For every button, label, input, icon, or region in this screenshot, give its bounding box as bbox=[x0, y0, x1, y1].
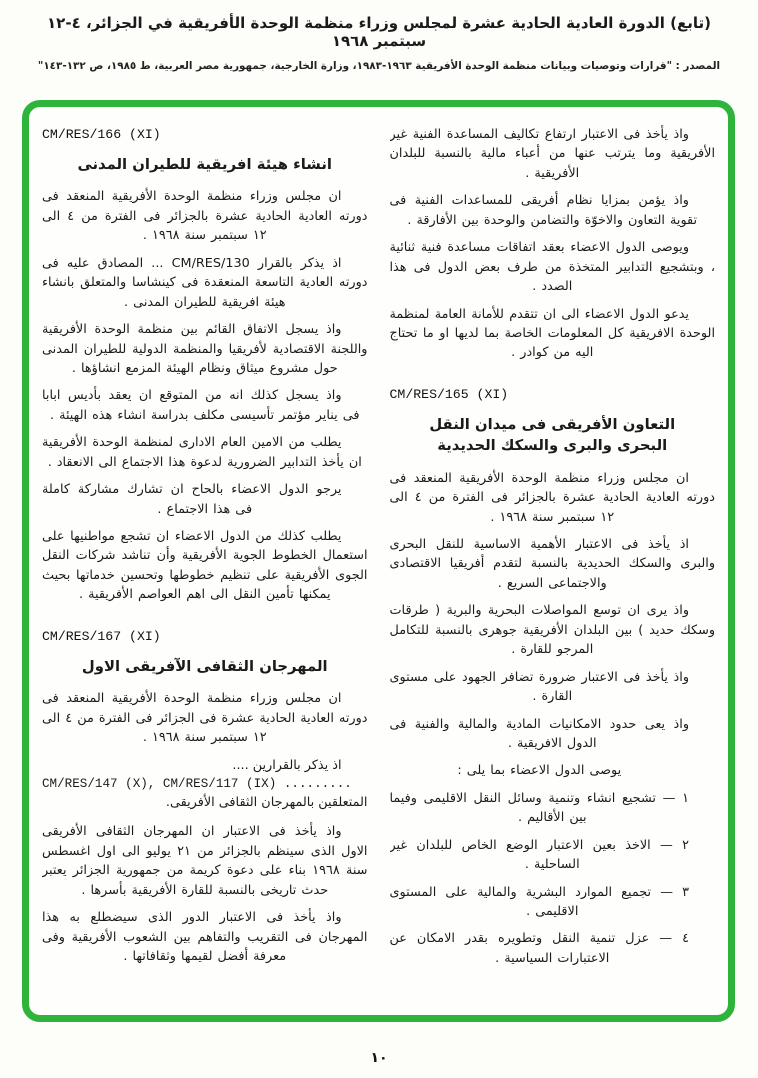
paragraph: واذ يسجل الاتفاق القائم بين منظمة الوحدة الأفريقية واللجنة الاقتصادية لأفريقيا والمنظمة الدولية للطيران المدنى حول مشروع ميثاق ونظام الهيئة المزمع انشاؤها . bbox=[42, 322, 368, 376]
resolution-167-title: المهرجان الثقافى الآفريقى الاول bbox=[81, 657, 328, 675]
resolution-165-title-line1: التعاون الأفريقى فى ميدان النقل bbox=[429, 415, 676, 433]
paragraph: واذ يرى ان توسع المواصلات البحرية والبرية ( طرقات وسكك حديد ) بين البلدان الأفريقية جوهرى بالنسبة للتكامل المرجو للقارة . bbox=[389, 603, 715, 658]
paragraph: يوصى الدول الاعضاء بما يلى : bbox=[457, 763, 622, 779]
header-source-citation: المصدر : "قرارات وتوصيات وبيانات منظمة الوحدة الأفريقية ١٩٦٣-١٩٨٣، وزارة الخارجية، جمهورية مصر العربية، ط ١٩٨٥، ص ١٣٢-١٤٣" bbox=[37, 60, 721, 72]
list-item: ٢ — الاخذ بعين الاعتبار الوضع الخاص للبلدان غير الساحلية . bbox=[389, 837, 689, 873]
paragraph: واذ يأخذ فى الاعتبار الدور الذى سيضطلع به هذا المهرجان فى التقريب والتفاهم بين الشعوب الأفريقية وفى معرفة أفضل لقيمها وثقافاتها . bbox=[42, 910, 368, 965]
resolution-number-165: CM/RES/165 (XI) bbox=[389, 386, 509, 402]
resolution-number-166: CM/RES/166 (XI) bbox=[42, 127, 161, 142]
paragraph: واذ يؤمن بمزايا نظام أفريقى للمساعدات الفنية فى تقوية التعاون والاخوّة والتضامن والوحدة بين الأفارقة . bbox=[389, 193, 698, 228]
column-left bbox=[42, 125, 368, 1005]
paragraph: ان مجلس وزراء منظمة الوحدة الأفريقية المنعقد فى دورته العادية الحادية عشرة بالجزائر فى الفترة من ٤ الى ١٢ سبتمبر سنة ١٩٦٨ . bbox=[42, 189, 368, 244]
header-session-title: (تابع) الدورة العادية الحادية عشرة لمجلس وزراء منظمة الوحدة الأفريقية في الجزائر، ٤-١٢ سبتمبر ١٩٦٨ bbox=[47, 14, 711, 50]
resolution-165-title-line2: البحرى والبرى والسكك الحديدية bbox=[437, 437, 668, 455]
quote-reference-end: المتعلقين بالمهرجان الثقافى الأفريقى. bbox=[165, 794, 368, 810]
resolution-166-title: انشاء هيئة افريقية للطيران المدنى bbox=[77, 156, 332, 173]
paragraph: واذ يأخذ فى الاعتبار ارتفاع تكاليف المساعدة الفنية غير الأفريقية وما يترتب عنها من أعباء مالية بالنسبة للبلدان الأفريقية . bbox=[389, 127, 715, 181]
paragraph: ويوصى الدول الاعضاء بعقد اتفاقات مساعدة فنية ثنائية ، وبتشجيع التدابير المتخذة من طرف بعض الدول فى هذا الصدد . bbox=[389, 240, 715, 295]
paragraph: اذ يذكر بالقرار CM/RES/130 ... المصادق عليه فى دورته العادية التاسعة المنعقدة فى كينشاسا والمتعلق بانشاء هيئة افريقية للطيران المدنى . bbox=[42, 255, 368, 310]
list-item: ٤ — عزل تنمية النقل وتطويره بقدر الامكان عن الاعتبارات السياسية . bbox=[389, 931, 689, 966]
column-right bbox=[390, 125, 716, 1005]
paragraph: ان مجلس وزراء منظمة الوحدة الأفريقية المنعقد فى دورته العادية الحادية عشرة فى الجزائر فى الفترة من ٤ الى ١٢ سبتمبر سنة ١٩٦٨ . bbox=[42, 691, 368, 746]
list-item: ٣ — تجميع الموارد البشرية والمالية على المستوى الاقليمى . bbox=[389, 884, 689, 920]
page-number: ١٠ bbox=[370, 1050, 388, 1066]
list-item: ١ — تشجيع انشاء وتنمية وسائل النقل الاقليمى وفيما بين الأقاليم . bbox=[389, 790, 689, 826]
paragraph: واذ يسجل كذلك انه من المتوقع ان يعقد بأديس ابابا فى يناير مؤتمر تأسيسى مكلف بدراسة انشاء هذه الهيئة . bbox=[42, 388, 360, 423]
paragraph: اذ يأخذ فى الاعتبار الأهمية الاساسية للنقل البحرى والبرى والسكك الحديدية بالنسبة لتقدم أفريقيا الاقتصادى والاجتماعى السريع . bbox=[389, 537, 715, 591]
paragraph: يدعو الدول الاعضاء الى ان تتقدم للأمانة العامة لمنظمة الوحدة الافريقية كل المعلومات الخاصة بما لديها او ما تحتاج اليه من كوادر . bbox=[389, 306, 715, 361]
two-column-layout bbox=[42, 125, 715, 1005]
page-header bbox=[24, 14, 734, 72]
resolution-number-167: CM/RES/167 (XI) bbox=[42, 628, 161, 644]
paragraph: يرجو الدول الاعضاء بالحاح ان تشارك مشاركة كاملة فى هذا الاجتماع . bbox=[42, 482, 342, 517]
quote-reference-intro: اذ يذكر بالقرارين .... bbox=[232, 757, 342, 773]
paragraph: واذ يأخذ فى الاعتبار ان المهرجان الثقافى الأفريقى الاول الذى سينظم بالجزائر من ٢١ يوليو الى اول اغسطس سنة ١٩٦٨ بناء على دعوة كريمة من جمهورية الجزائر يعتبر حدث تاريخى بالنسبة للقارة الأفريقية بأسرها . bbox=[42, 824, 368, 898]
paragraph: ان مجلس وزراء منظمة الوحدة الأفريقية المنعقد فى دورته العادية الحادية عشرة بالجزائر فى الفترة من ٤ الى ١٢ سبتمبر سنة ١٩٦٨ . bbox=[389, 470, 715, 525]
paragraph: يطلب من الامين العام الادارى لمنظمة الوحدة الأفريقية ان يأخذ التدابير الضرورية لدعوة هذا الاجتماع الى الانعقاد . bbox=[42, 435, 362, 470]
quote-resolution-numbers: CM/RES/147 (X), CM/RES/117 (IX) ......... bbox=[42, 776, 352, 791]
paragraph: واذ يأخذ فى الاعتبار ضرورة تضافر الجهود على مستوى القارة . bbox=[389, 669, 689, 705]
content-border-box bbox=[22, 100, 735, 1022]
paragraph: يطلب كذلك من الدول الاعضاء ان تشجع مواطنيها على استعمال الخطوط الجوية الأفريقية وأن تناشد شركات النقل الجوى الأفريقية على تنظيم خطوطها وتحسين خدماتها بحيث يمكنها تأمين النقل الى اهم العواصم الأفريقية . bbox=[42, 529, 368, 603]
paragraph: واذ يعى حدود الامكانيات المادية والمالية والفنية فى الدول الافريقية . bbox=[389, 716, 689, 751]
